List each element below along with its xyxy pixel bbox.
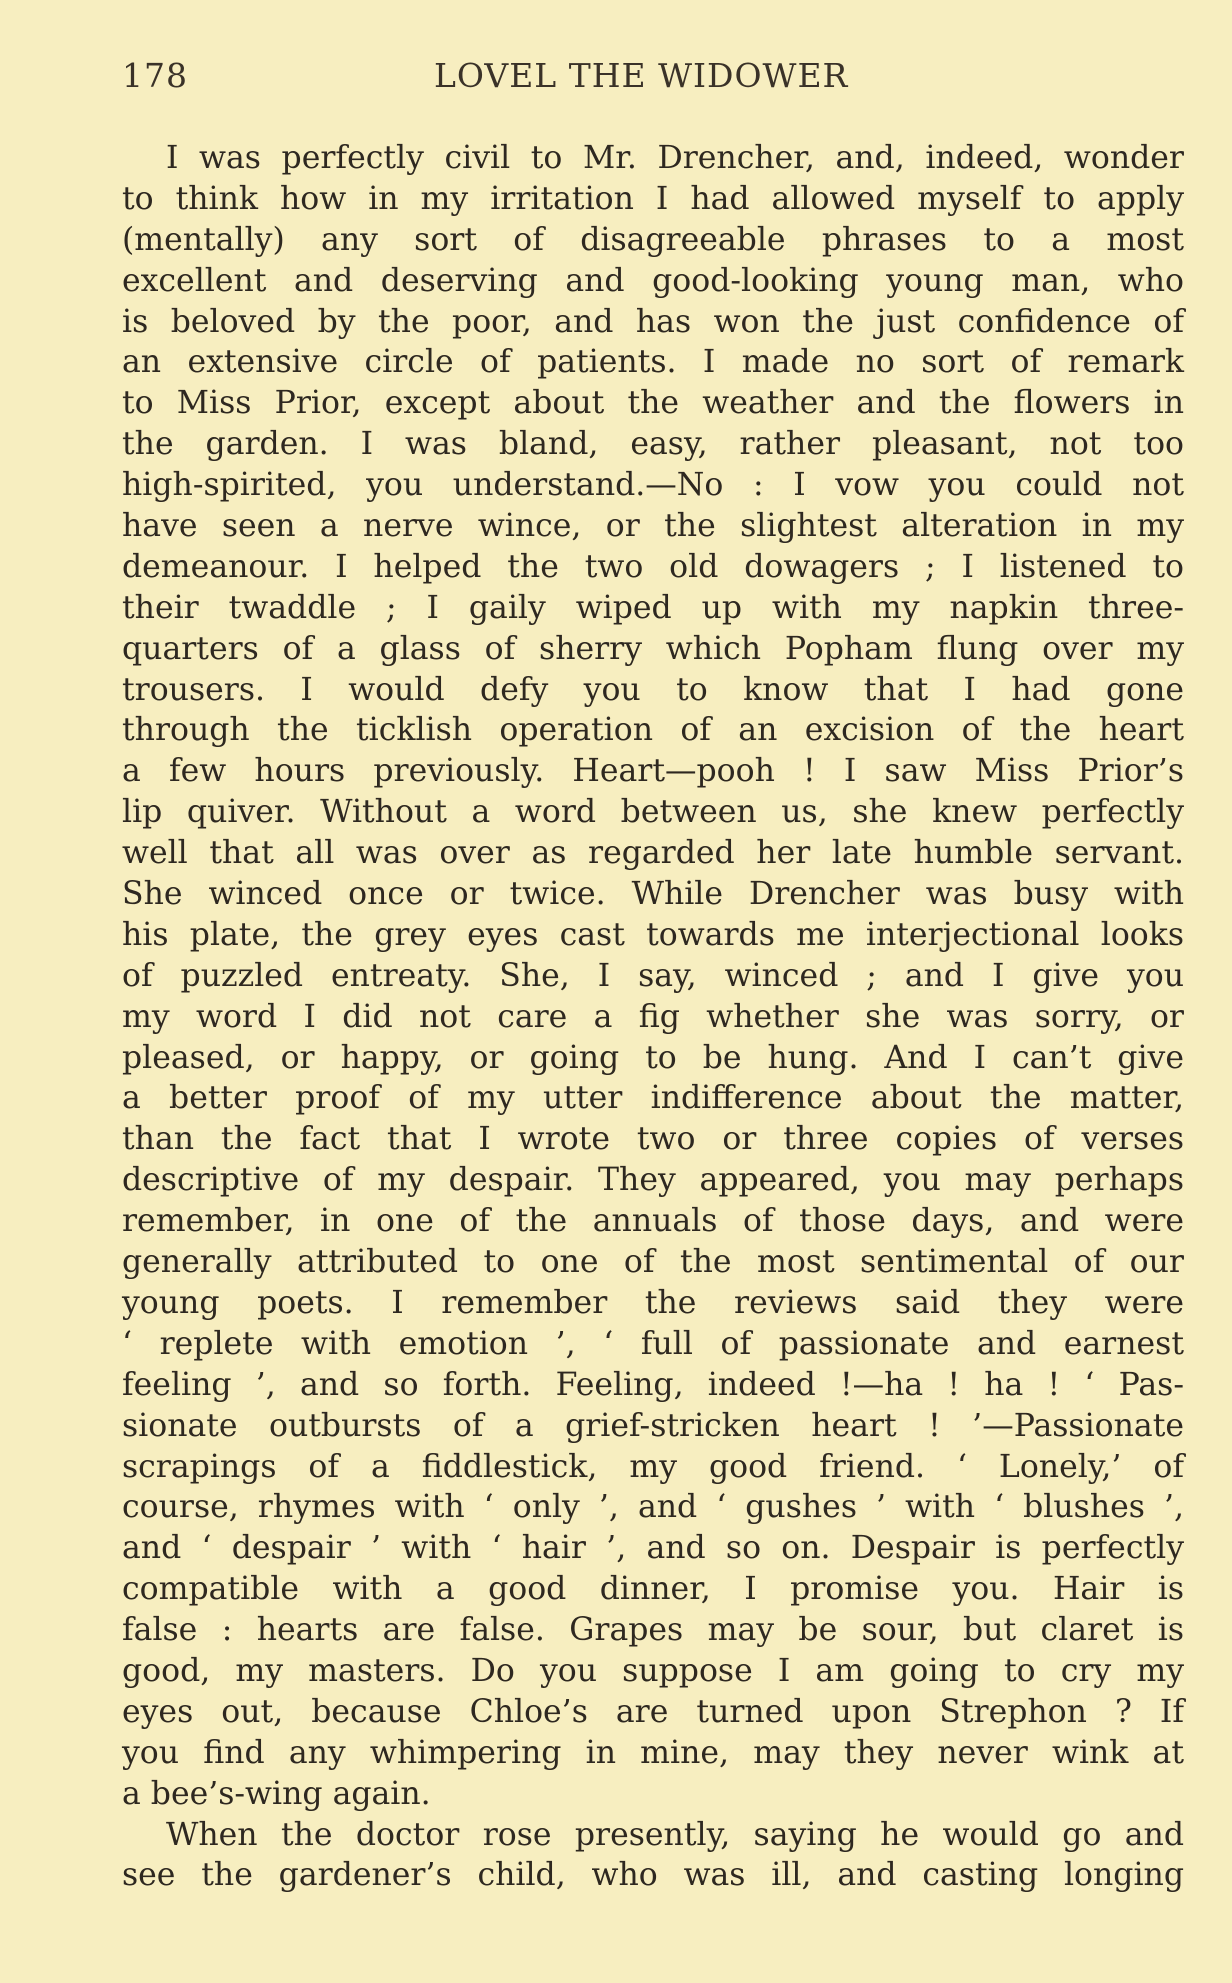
text-line: feeling ’, and so forth. Feeling, indeed !—ha ! ha ! ‘ Pas- bbox=[122, 1366, 1184, 1403]
text-line: false : hearts are false. Grapes may be sour, but claret is bbox=[122, 1612, 1184, 1649]
text-line: of puzzled entreaty. She, I say, winced ; and I give you bbox=[122, 957, 1184, 994]
text-line: scrapings of a fiddlestick, my good friend. ‘ Lonely,’ of bbox=[122, 1448, 1184, 1485]
text-line: the garden. I was bland, easy, rather pleasant, not too bbox=[122, 426, 1184, 463]
text-line: than the fact that I wrote two or three copies of verses bbox=[122, 1121, 1184, 1158]
text-line: I was perfectly civil to Mr. Drencher, and, indeed, wonder bbox=[166, 140, 1184, 176]
text-line: excellent and deserving and good-looking young man, who bbox=[122, 262, 1184, 299]
text-line: to think how in my irritation I had allowed myself to apply bbox=[122, 180, 1184, 217]
text-line: a better proof of my utter indifference about the matter, bbox=[122, 1080, 1184, 1117]
text-line: have seen a nerve wince, or the slightest alteration in my bbox=[122, 508, 1184, 545]
page-header bbox=[122, 56, 1184, 100]
text-line: well that all was over as regarded her late humble servant. bbox=[122, 835, 1184, 872]
text-line: eyes out, because Chloe’s are turned upon Strephon ? If bbox=[122, 1693, 1184, 1730]
text-line: his plate, the grey eyes cast towards me interjectional looks bbox=[122, 916, 1184, 953]
text-line: lip quiver. Without a word between us, she knew perfectly bbox=[122, 794, 1184, 831]
text-line: sionate outbursts of a grief-stricken heart ! ’—Passionate bbox=[122, 1407, 1184, 1444]
text-line: generally attributed to one of the most sentimental of our bbox=[122, 1244, 1184, 1281]
page-number: 178 bbox=[122, 56, 188, 95]
text-line: (mentally) any sort of disagreeable phrases to a most bbox=[122, 221, 1184, 258]
text-line: an extensive circle of patients. I made no sort of remark bbox=[122, 344, 1184, 381]
text-line: a bee’s-wing again. bbox=[122, 1775, 431, 1812]
text-line: remember, in one of the annuals of those days, and were bbox=[122, 1203, 1184, 1240]
text-line: to Miss Prior, except about the weather and the flowers in bbox=[122, 385, 1184, 422]
text-line: trousers. I would defy you to know that I had gone bbox=[122, 671, 1184, 708]
text-line: through the ticklish operation of an excision of the heart bbox=[122, 712, 1184, 749]
running-title: LOVEL THE WIDOWER bbox=[434, 56, 849, 95]
text-line: is beloved by the poor, and has won the just confidence of bbox=[122, 303, 1184, 340]
text-line: When the doctor rose presently, saying he would go and bbox=[166, 1816, 1184, 1853]
text-line: compatible with a good dinner, I promise you. Hair is bbox=[122, 1571, 1184, 1608]
text-line: young poets. I remember the reviews said they were bbox=[122, 1284, 1184, 1321]
text-line: and ‘ despair ’ with ‘ hair ’, and so on. Despair is perfectly bbox=[122, 1530, 1184, 1567]
text-line: She winced once or twice. While Drencher was busy with bbox=[122, 876, 1184, 913]
text-line: you find any whimpering in mine, may they never wink at bbox=[122, 1734, 1184, 1771]
text-line: a few hours previously. Heart—pooh ! I saw Miss Prior’s bbox=[122, 753, 1184, 790]
text-line: high-spirited, you understand.—No : I vow you could not bbox=[122, 467, 1184, 504]
text-line: pleased, or happy, or going to be hung. And I can’t give bbox=[122, 1039, 1184, 1076]
text-line: see the gardener’s child, who was ill, and casting longing bbox=[122, 1857, 1184, 1894]
text-line: course, rhymes with ‘ only ’, and ‘ gushes ’ with ‘ blushes ’, bbox=[122, 1489, 1184, 1526]
text-line: their twaddle ; I gaily wiped up with my napkin three- bbox=[122, 589, 1184, 626]
text-line: quarters of a glass of sherry which Popham flung over my bbox=[122, 630, 1184, 667]
body-text bbox=[122, 138, 1184, 1896]
text-line: demeanour. I helped the two old dowagers ; I listened to bbox=[122, 548, 1184, 585]
text-line: descriptive of my despair. They appeared, you may perhaps bbox=[122, 1162, 1184, 1199]
text-line: my word I did not care a fig whether she was sorry, or bbox=[122, 998, 1184, 1035]
text-line: good, my masters. Do you suppose I am going to cry my bbox=[122, 1652, 1184, 1689]
text-line: ‘ replete with emotion ’, ‘ full of passionate and earnest bbox=[122, 1325, 1184, 1362]
